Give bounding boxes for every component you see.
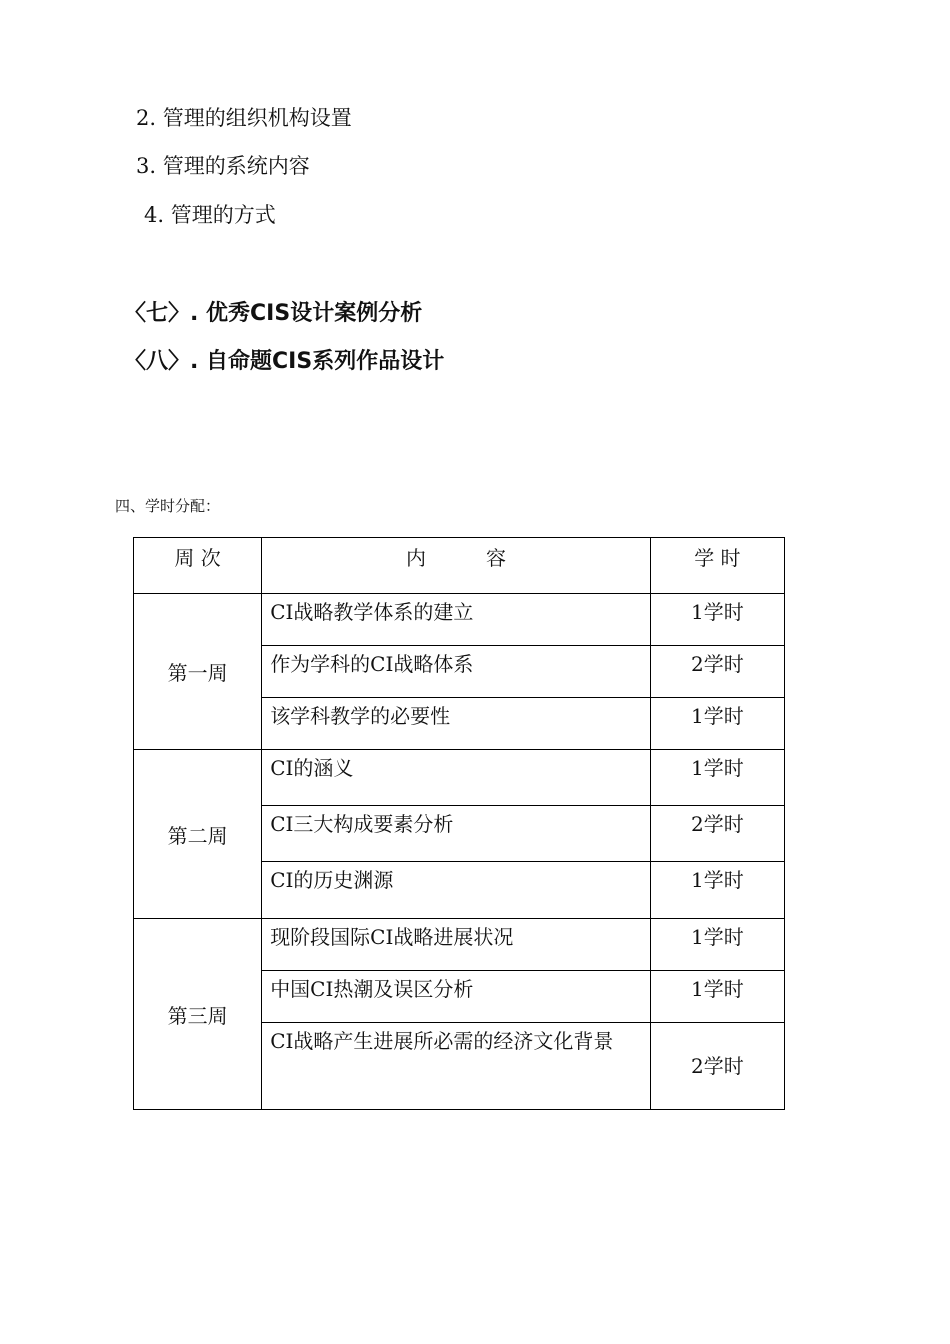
heading-section-7: 〈七〉. 优秀CIS设计案例分析 (124, 301, 423, 326)
content-cell: 该学科教学的必要性 (262, 698, 651, 750)
hours-cell: 2学时 (650, 646, 784, 698)
table-row (134, 750, 785, 806)
hours-table (133, 537, 785, 1110)
hours-cell: 1学时 (650, 594, 784, 646)
content-cell: 作为学科的CI战略体系 (262, 646, 651, 698)
week-cell: 第一周 (134, 594, 262, 750)
content-cell: 现阶段国际CI战略进展状况 (262, 919, 651, 971)
hours-cell: 2学时 (650, 1023, 784, 1110)
hours-cell: 1学时 (650, 698, 784, 750)
list-item-methods: 4. 管理的方式 (144, 203, 276, 227)
list-item-organization: 2. 管理的组织机构设置 (136, 106, 352, 130)
content-cell: CI战略产生进展所必需的经济文化背景 (262, 1023, 651, 1110)
hours-cell: 2学时 (650, 806, 784, 862)
hours-cell: 1学时 (650, 862, 784, 919)
section-title-hours: 四、学时分配： (115, 497, 221, 515)
content-cell: CI的历史渊源 (262, 862, 651, 919)
content-cell: CI的涵义 (262, 750, 651, 806)
hours-cell: 1学时 (650, 971, 784, 1023)
week-cell: 第二周 (134, 750, 262, 919)
header-week: 周 次 (134, 538, 262, 594)
header-content: 内 容 (262, 538, 651, 594)
header-hours: 学 时 (650, 538, 784, 594)
list-item-system-content: 3. 管理的系统内容 (136, 154, 310, 178)
table-header-row (134, 538, 785, 594)
content-cell: 中国CI热潮及误区分析 (262, 971, 651, 1023)
content-cell: CI战略教学体系的建立 (262, 594, 651, 646)
hours-cell: 1学时 (650, 750, 784, 806)
heading-section-8: 〈八〉. 自命题CIS系列作品设计 (124, 349, 445, 374)
table-row (134, 594, 785, 646)
hours-cell: 1学时 (650, 919, 784, 971)
table-row (134, 919, 785, 971)
week-cell: 第三周 (134, 919, 262, 1110)
content-cell: CI三大构成要素分析 (262, 806, 651, 862)
